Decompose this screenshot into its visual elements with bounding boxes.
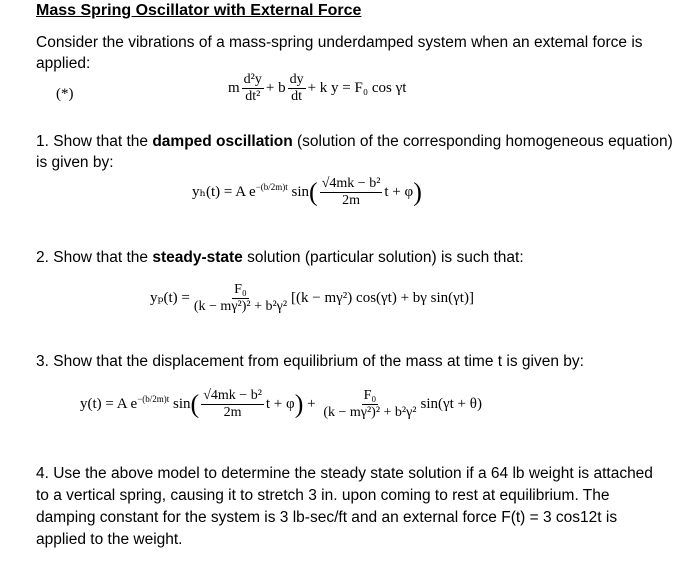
- equation-tag: (*): [56, 86, 74, 102]
- question-2: 2. Show that the steady-state solution (particular solution) is such that:: [36, 249, 524, 266]
- eq3-fraction: $\frac{\text{F₀}}{\text{(k − mγ²)² + b²γ²}}$: [193, 282, 288, 314]
- page-title: Mass Spring Oscillator with External Force: [36, 2, 362, 19]
- eq1-rest: + k y = F₀ cos γt: [307, 79, 407, 96]
- eq4-fraction-2: $\frac{\text{F₀}}{\text{(k − mγ²)² + b²γ²}}$: [323, 388, 417, 420]
- eq1-m: m: [228, 79, 240, 96]
- eq1-first-derivative: $\frac{dy}{dt}$: [289, 72, 304, 104]
- question-1: 1. Show that the damped oscillation (solution of the corresponding homogeneous equation) is given by:: [36, 133, 673, 171]
- particular-solution: yₚ(t) = $\frac{\text{F₀}}{\text{(k − mγ²)² + b²γ²}}$ [(k − mγ²) cos(γt) + bγ sin(γt)]: [150, 282, 474, 314]
- eq2-fraction: $\frac{\text{√4mk − b²}}{2m}$: [321, 176, 381, 208]
- eq1-plus-b: + b: [265, 79, 286, 96]
- general-solution: y(t) = A $e^{-(b/2m)t}$ sin( $\frac{\text{√4mk − b²}}{2m}$ t + φ) + $\frac{\text{F₀}}{\text{(k − mγ²)² + b²γ²}}$ sin(γt + θ): [80, 388, 482, 420]
- intro-text: Consider the vibrations of a mass-spring underdamped system when an extemal force is applied:: [36, 34, 643, 72]
- eq1-second-derivative: $\frac{\text{d²y}}{\text{dt²}}$: [243, 72, 262, 104]
- differential-equation: [228, 72, 406, 105]
- question-4: 4. Use the above model to determine the steady state solution if a 64 lb weight is attached to a vertical spring, causing it to stretch 3 in. upon coming to rest at equilibrium. The damping constant for the system is 3 lb-sec/ft and an external force F(t) = 3 cos12t is applied to the weight.: [36, 465, 653, 548]
- eq4-fraction-1: $\frac{\text{√4mk − b²}}{2m}$: [203, 388, 262, 420]
- homogeneous-solution: yₕ(t) = A $e^{-(b/2m)t}$ sin( $\frac{\text{√4mk − b²}}{2m}$ t + φ): [192, 176, 422, 208]
- question-3: 3. Show that the displacement from equilibrium of the mass at time t is given by:: [36, 353, 584, 370]
